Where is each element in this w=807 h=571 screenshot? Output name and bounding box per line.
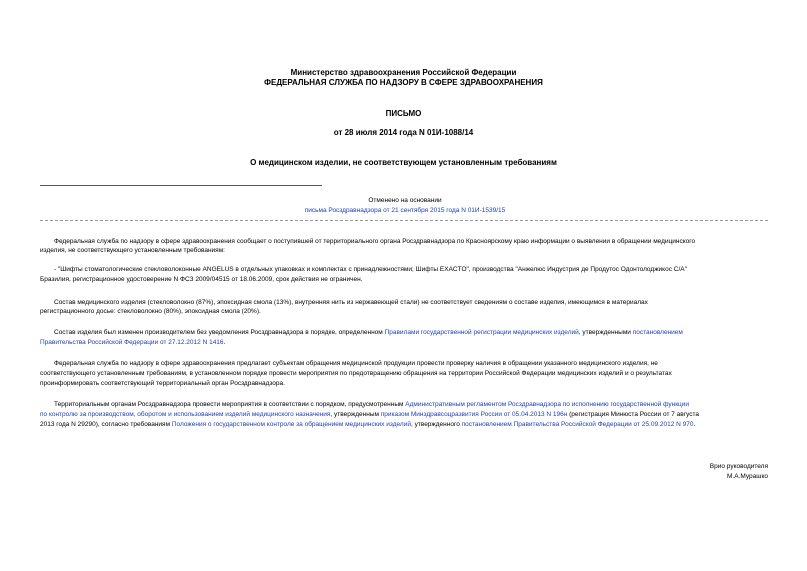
text: 2013 года N 29290), согласно требованиям [40, 421, 172, 428]
signatory-position: Врио руководителя [709, 463, 768, 470]
text: Состав медицинского изделия (стекловолокно (87%), эпоксидная смола (13%), внутренняя нить из нержавеющей стали) не соответствует сведениям о составе изделия, имеющимся в материалах [54, 299, 648, 306]
text: - "Шифты стоматологические стекловолоконные ANGELUS в отдельных упаковках и комплектах с принадлежностями; Шифты EXACTO", производства "Анжелюс Индустрия де Продутос Одонтолоджикос С/А" [54, 266, 687, 273]
text: , утвержденными [578, 329, 633, 336]
order-196n-link[interactable]: приказом Минздравсоцразвития России от 05.04.2013 N 196н [380, 411, 568, 418]
text: , утвержденного [410, 421, 462, 428]
text: соответствующего установленным требованиям, в установленном порядке провести мероприятия по предотвращению обращения на территории Российской Федерации медицинских изделий и о результатах [40, 370, 672, 377]
text: проинформировать соответствующий территориальный орган Росздравнадзора. [40, 380, 285, 387]
government-resolution-970-link[interactable]: постановлением Правительства Российской Федерации от 25.09.2012 N 970 [461, 421, 694, 428]
text: (регистрация Минюста России от 7 августа [567, 411, 700, 418]
service-title: ФЕДЕРАЛЬНАЯ СЛУЖБА ПО НАДЗОРУ В СФЕРЕ ЗДРАВООХРАНЕНИЯ [264, 78, 543, 87]
paragraph-5-line-1 [40, 359, 768, 369]
registration-rules-link[interactable]: Правилами государственной регистрации медицинских изделий [384, 329, 579, 336]
text: Федеральная служба по надзору в сфере здравоохранения сообщает о поступившей от территориального органа Росздравнадзора по Красноярскому краю информации о выявлении в обращении медицинского [54, 238, 696, 245]
text: Состав изделия был изменен производителем без уведомления Росздравнадзора в порядке, определенном [54, 329, 385, 336]
separator-rule [40, 185, 322, 186]
paragraph-2-line-1 [40, 265, 768, 275]
paragraph-6-line-1 [40, 400, 768, 410]
text: Бразилия, регистрационное удостоверение N ФСЗ 2009/04515 от 18.06.2009, срок действия не ограничен. [40, 276, 363, 283]
signatory-name: М.А.Мурашко [726, 473, 768, 480]
text: , утвержденным [330, 411, 381, 418]
text: изделия, не соответствующего установленным требованиям: [40, 247, 225, 254]
paragraph-5-line-2 [40, 369, 768, 379]
resolution-link[interactable]: постановлением [632, 329, 683, 336]
text: . [223, 339, 226, 346]
paragraph-4-line-2 [40, 338, 768, 348]
cancellation-note: Отменено на основании [368, 197, 442, 204]
cancellation-link[interactable] [280, 206, 530, 215]
government-resolution-1416-link[interactable]: Правительства Российской Федерации от 27.12.2012 N 1416 [40, 339, 224, 346]
document-subject: О медицинском изделии, не соответствующем установленным требованиям [250, 158, 557, 167]
paragraph-2-line-2 [40, 275, 768, 285]
paragraph-1-line-2 [40, 246, 768, 256]
cancellation-rule [40, 220, 768, 221]
administrative-regulation-link[interactable]: Административным регламентом Росздравнадзора по исполнению государственной функции [405, 401, 690, 408]
paragraph-6-line-2 [40, 410, 768, 420]
paragraph-4-line-1 [40, 328, 768, 338]
document-date-number: от 28 июля 2014 года N 01И-1088/14 [333, 128, 474, 137]
text: Территориальным органам Росздравнадзора провести мероприятия в соответствии с порядком, предусмотренным [54, 401, 406, 408]
state-control-regulation-link[interactable]: Положения о государственном контроле за обращением медицинских изделий [171, 421, 411, 428]
paragraph-5-line-3 [40, 379, 768, 389]
paragraph-6-line-3 [40, 420, 768, 430]
ministry-title: Министерство здравоохранения Российской Федерации [290, 68, 517, 77]
cancellation-letter-link[interactable]: письма Росздравнадзора от 21 сентября 2015 года N 01И-1539/15 [304, 207, 506, 214]
document-type: ПИСЬМО [385, 109, 422, 118]
paragraph-3-line-2 [40, 307, 768, 317]
text: регистрационного досье: стекловолокно (80%), эпоксидная смола (20%). [40, 308, 261, 315]
text: Федеральная служба по надзору в сфере здравоохранения предлагает субъектам обращения медицинской продукции провести проверку наличия в обращении указанного медицинского изделия, не [54, 360, 658, 367]
text: . [693, 421, 696, 428]
administrative-regulation-link-cont[interactable]: по контролю за производством, оборотом и использованием изделий медицинского назначения [40, 411, 331, 418]
